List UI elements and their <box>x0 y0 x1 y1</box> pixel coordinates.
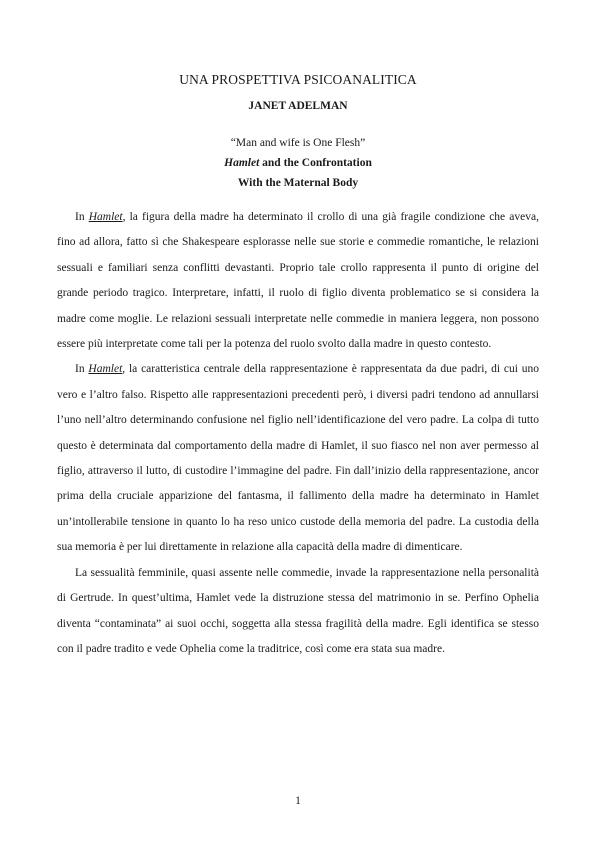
document-title: UNA PROSPETTIVA PSICOANALITICA <box>179 72 417 87</box>
paragraph-2 <box>57 357 539 560</box>
paragraph-text: La sessualità femminile, quasi assente nelle commedie, invade la rappresentazione nella personalità di Gertrude. In quest’ultima, Hamlet vede la distruzione stessa del matrimonio in se. Perfino Ophelia diventa “contaminata” ai suoi occhi, soggetta alla stessa fragilità della madre. Egli identifica se stesso con il padre tradito e vede Ophelia come la traditrice, così come era stata sua madre. <box>57 566 539 655</box>
paragraph-text: , la caratteristica centrale della rappresentazione è rappresentata da due padri, di cui uno vero e l’altro falso. Rispetto alle rappresentazioni precedenti però, i diversi padri tendono ad annullarsi l’uno nell’altro determinando confusione nel figlio nell’identificazione del vero padre. La colpa di tutto questo è determinata dal comportamento della madre di Hamlet, il suo fiasco nel non aver permesso al figlio, attraverso il lutto, di custodire l’immagine del padre. Fin dall’inizio della rappresentazione, ancor prima della cruciale apparizione del fantasma, il fallimento della madre ha determinato in Hamlet un’intollerabile tensione in quanto lo ha reso unico custode della memoria del padre. La custodia della sua memoria è per lui direttamente in relazione alla capacità della madre di dimenticare. <box>57 363 539 554</box>
paragraph-3 <box>57 561 539 663</box>
work-title-link: Hamlet <box>88 211 123 223</box>
subtitle-line-2-rest: and the Confrontation <box>259 157 372 169</box>
body-text <box>57 205 539 662</box>
subtitle-line-2 <box>0 157 596 169</box>
author-name: JANET ADELMAN <box>248 100 348 112</box>
work-title-link: Hamlet <box>88 363 123 376</box>
page-number: 1 <box>295 795 301 807</box>
subtitle-work-title: Hamlet <box>224 157 260 169</box>
paragraph-lead: In <box>75 363 89 376</box>
subtitle-quote: “Man and wife is One Flesh” <box>230 137 366 149</box>
paragraph-text: , la figura della madre ha determinato il crollo di una già fragile condizione che aveva, fino ad allora, fatto sì che Shakespeare esplorasse nelle sue storie e commedie romantiche, le relazioni sessuali e familiari senza conflitti devastanti. Proprio tale crollo rappresenta il punto di origine del grande periodo tragico. Interpretare, infatti, il ruolo di figlio diventa problematico se si considera la madre come moglie. Le relazioni sessuali interpretate nelle commedie in maniera leggera, non possono essere più interpretate come tali per la potenza del ruolo svolto dalla madre in questo contesto. <box>57 211 539 351</box>
paragraph-lead: In <box>75 211 89 223</box>
paragraph-1 <box>57 205 539 357</box>
subtitle-line-3: With the Maternal Body <box>237 177 359 189</box>
